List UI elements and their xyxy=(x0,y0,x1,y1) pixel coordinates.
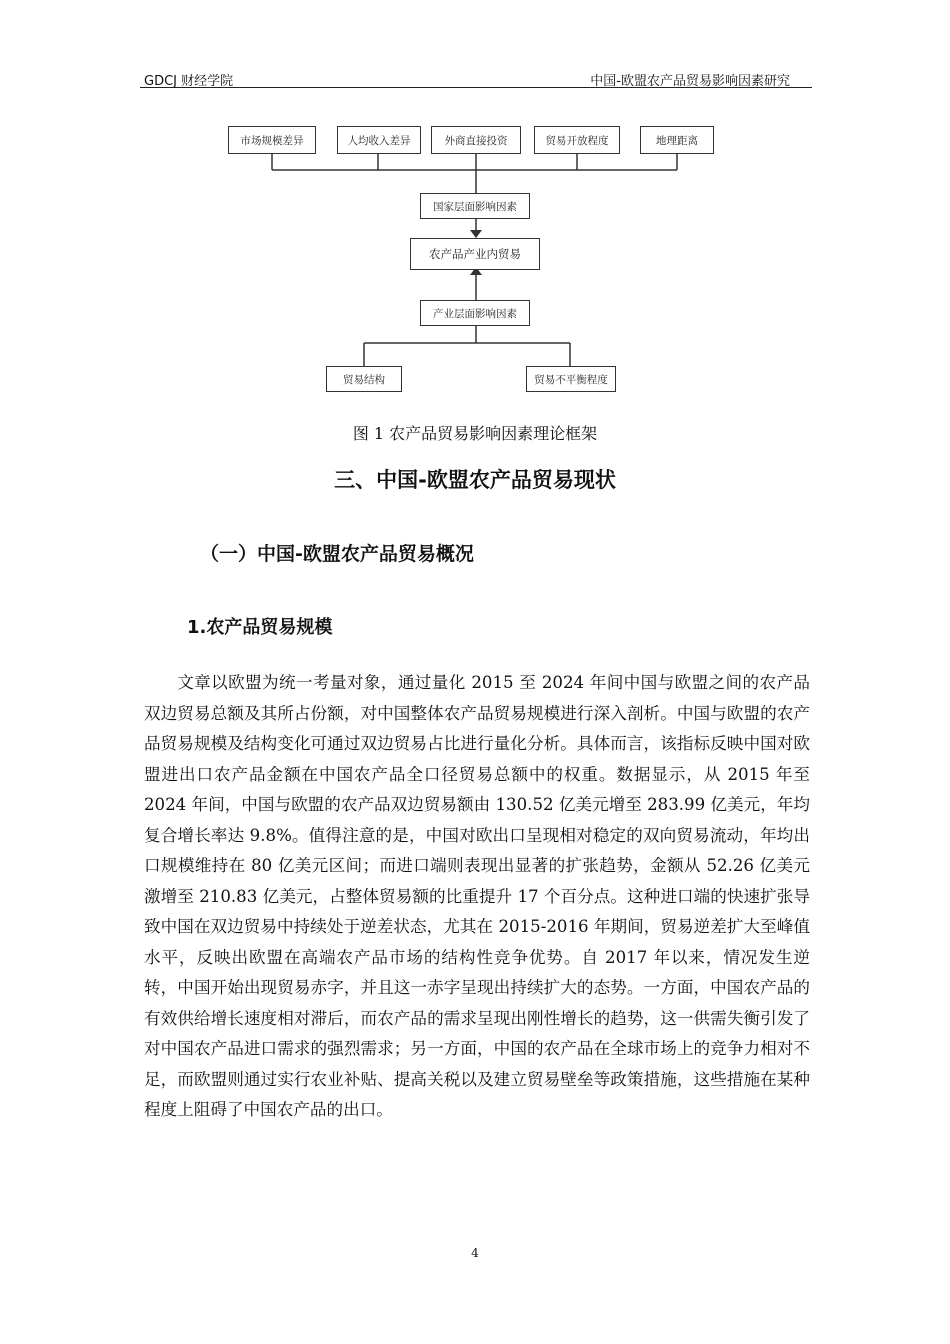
diagram-box-center: 农产品产业内贸易 xyxy=(410,238,540,270)
body-paragraph: 文章以欧盟为统一考量对象，通过量化 2015 至 2024 年间中国与欧盟之间的农产品双边贸易总额及其所占份额，对中国整体农产品贸易规模进行深入剖析。中国与欧盟的农产品贸易规模及结构变化可通过双边贸易占比进行量化分析。具体而言，该指标反映中国对欧盟进出口农产品金额在中国农产品全口径贸易总额中的权重。数据显示，从 2015 年至 2024 年间，中国与欧盟的农产品双边贸易额由 130.52 亿美元增至 283.99 亿美元，年均复合增长率达 9.8%。值得注意的是，中国对欧出口呈现相对稳定的双向贸易流动，年均出口规模维持在 80 亿美元区间；而进口端则表现出显著的扩张趋势，金额从 52.26 亿美元激增至 210.83 亿美元，占整体贸易额的比重提升 17 个百分点。这种进口端的快速扩张导致中国在双边贸易中持续处于逆差状态，尤其在 2015-2016 年期间，贸易逆差扩大至峰值水平，反映出欧盟在高端农产品市场的结构性竞争优势。自 2017 年以来，情况发生逆转，中国开始出现贸易赤字，并且这一赤字呈现出持续扩大的态势。一方面，中国农产品的有效供给增长速度相对滞后，而农产品的需求呈现出刚性增长的趋势，这一供需失衡引发了对中国农产品进口需求的强烈需求；另一方面，中国的农产品在全球市场上的竞争力相对不足，而欧盟则通过实行农业补贴、提高关税以及建立贸易壁垒等政策措施，这些措施在某种程度上阻碍了中国农产品的出口。 xyxy=(144,673,810,1119)
diagram-box-trade-structure: 贸易结构 xyxy=(326,366,402,392)
diagram-box-country-level: 国家层面影响因素 xyxy=(420,193,530,219)
section-heading: 三、中国-欧盟农产品贸易现状 xyxy=(334,468,616,492)
diagram-box-market-size: 市场规模差异 xyxy=(228,126,316,154)
diagram-box-openness: 贸易开放程度 xyxy=(534,126,620,154)
subsection-heading: （一）中国-欧盟农产品贸易概况 xyxy=(200,543,474,565)
diagram-box-distance: 地理距离 xyxy=(640,126,714,154)
diagram-box-imbalance: 贸易不平衡程度 xyxy=(526,366,616,392)
diagram-box-income: 人均收入差异 xyxy=(337,126,421,154)
subsubsection-heading: 1.农产品贸易规模 xyxy=(187,617,333,638)
header-divider xyxy=(140,87,812,88)
header-right: 中国-欧盟农产品贸易影响因素研究 xyxy=(590,74,790,89)
page-number: 4 xyxy=(471,1246,479,1260)
diagram-box-fdi: 外商直接投资 xyxy=(431,126,521,154)
header-left: GDCJ 财经学院 xyxy=(144,74,234,89)
figure-caption: 图 1 农产品贸易影响因素理论框架 xyxy=(352,424,598,443)
diagram-box-industry-level: 产业层面影响因素 xyxy=(420,300,530,326)
framework-diagram xyxy=(220,118,730,403)
